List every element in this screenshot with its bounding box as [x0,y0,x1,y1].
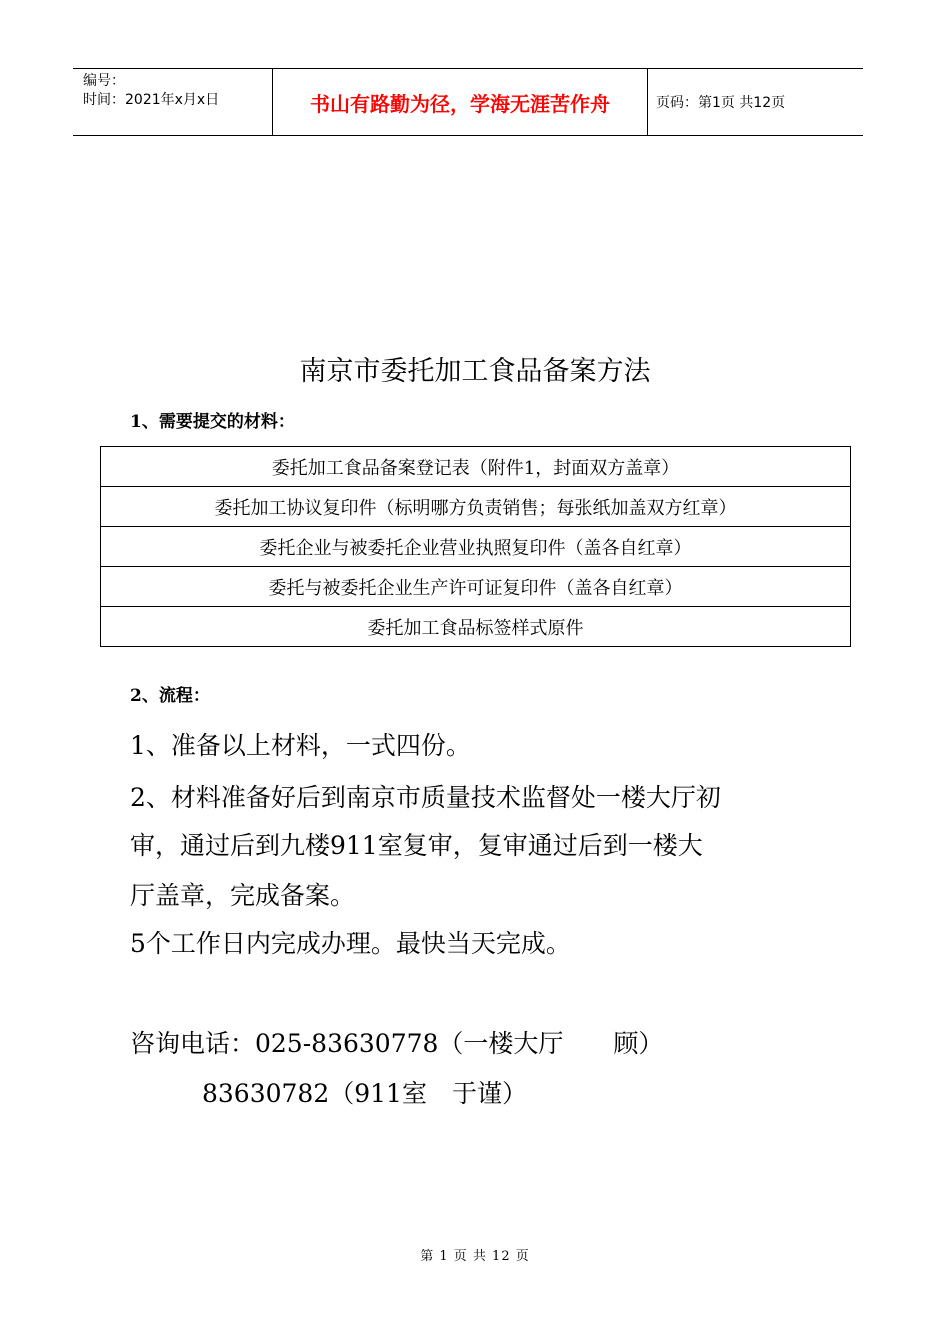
page-footer: 第 1 页 共 12 页 [420,1249,530,1264]
material-item: 委托与被委托企业生产许可证复印件（盖各自红章） [101,567,851,607]
material-item: 委托加工食品标签样式原件 [101,607,851,647]
process-step-2-line-1: 2、材料准备好后到南京市质量技术监督处一楼大厅初 [130,783,721,812]
header-motto: 书山有路勤为径，学海无涯苦作舟 [273,69,648,135]
contact-line-2: 83630782（911室 于谨） [202,1079,527,1108]
document-time-label: 时间：2021年x月x日 [83,92,220,108]
process-step-2-line-2: 审，通过后到九楼911室复审，复审通过后到一楼大 [130,831,703,860]
table-row [101,527,851,567]
contact-line-1: 咨询电话：025-83630778（一楼大厅 顾） [130,1029,664,1058]
document-number-label: 编号： [83,73,125,89]
material-item: 委托加工食品备案登记表（附件1，封面双方盖章） [101,447,851,487]
materials-heading: 1、需要提交的材料： [130,412,295,432]
document-title: 南京市委托加工食品备案方法 [299,356,651,387]
header-page-info: 页码：第1页 共12页 [656,95,786,111]
process-step-2-line-3: 厅盖章，完成备案。 [130,881,356,910]
table-row [101,607,851,647]
material-item: 委托加工协议复印件（标明哪方负责销售；每张纸加盖双方红章） [101,487,851,527]
table-row [101,487,851,527]
page-header [73,68,863,136]
process-note: 5个工作日内完成办理。最快当天完成。 [130,929,571,958]
header-meta [73,69,273,135]
material-item: 委托企业与被委托企业营业执照复印件（盖各自红章） [101,527,851,567]
process-step-1: 1、准备以上材料，一式四份。 [130,731,471,760]
table-row [101,447,851,487]
process-heading: 2、流程： [130,686,210,706]
materials-table [100,446,851,647]
table-row [101,567,851,607]
